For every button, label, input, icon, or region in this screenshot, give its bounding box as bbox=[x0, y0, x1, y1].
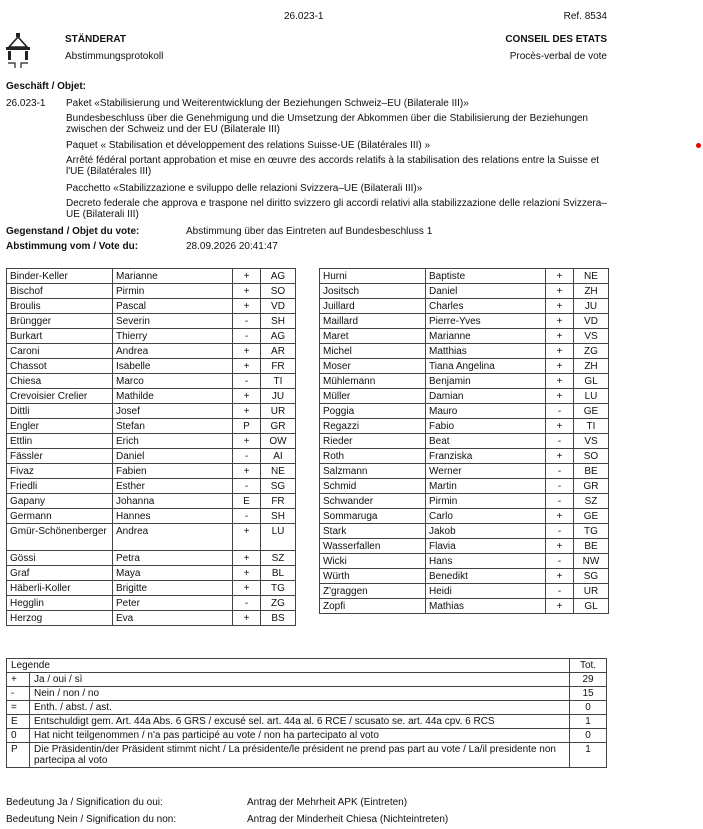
vote-row bbox=[7, 404, 296, 419]
member-canton: ZH bbox=[574, 284, 609, 299]
vote-row bbox=[7, 419, 296, 434]
vote-row bbox=[320, 314, 609, 329]
member-vote: + bbox=[546, 314, 574, 329]
member-canton: FR bbox=[261, 494, 296, 509]
vote-row bbox=[320, 359, 609, 374]
vote-row bbox=[320, 584, 609, 599]
member-last-name: Friedli bbox=[7, 479, 113, 494]
chamber-name-de: STÄNDERAT bbox=[65, 34, 126, 45]
legend-description: Die Präsidentin/der Präsident stimmt nicht / La présidente/le président ne prend pas part au vote / La/il presidente non partecipa al voto bbox=[30, 743, 570, 768]
member-vote: + bbox=[233, 524, 261, 551]
member-vote: - bbox=[546, 434, 574, 449]
member-canton: GR bbox=[574, 479, 609, 494]
member-vote: - bbox=[233, 449, 261, 464]
member-canton: GL bbox=[574, 374, 609, 389]
member-first-name: Franziska bbox=[426, 449, 546, 464]
member-first-name: Esther bbox=[113, 479, 233, 494]
vote-row bbox=[7, 344, 296, 359]
vote-row bbox=[320, 599, 609, 614]
legend-symbol: E bbox=[7, 715, 30, 729]
member-first-name: Johanna bbox=[113, 494, 233, 509]
member-last-name: Schmid bbox=[320, 479, 426, 494]
member-last-name: Würth bbox=[320, 569, 426, 584]
member-last-name: Schwander bbox=[320, 494, 426, 509]
vote-row bbox=[320, 299, 609, 314]
member-canton: AG bbox=[261, 269, 296, 284]
member-canton: NW bbox=[574, 554, 609, 569]
vote-row bbox=[320, 539, 609, 554]
member-vote: + bbox=[233, 581, 261, 596]
member-first-name: Heidi bbox=[426, 584, 546, 599]
vote-date-value: 28.09.2026 20:41:47 bbox=[186, 241, 278, 252]
legend-description: Hat nicht teilgenommen / n'a pas participé au vote / non ha partecipato al voto bbox=[30, 729, 570, 743]
legend-total: 0 bbox=[570, 701, 607, 715]
member-canton: SH bbox=[261, 314, 296, 329]
member-first-name: Petra bbox=[113, 551, 233, 566]
member-first-name: Benedikt bbox=[426, 569, 546, 584]
vote-row bbox=[7, 314, 296, 329]
member-vote: + bbox=[546, 284, 574, 299]
member-vote: - bbox=[233, 329, 261, 344]
vote-row bbox=[320, 374, 609, 389]
legend-description: Nein / non / no bbox=[30, 687, 570, 701]
member-last-name: Sommaruga bbox=[320, 509, 426, 524]
legend-symbol: + bbox=[7, 673, 30, 687]
member-canton: JU bbox=[574, 299, 609, 314]
member-vote: - bbox=[546, 494, 574, 509]
member-first-name: Isabelle bbox=[113, 359, 233, 374]
member-vote: + bbox=[546, 389, 574, 404]
member-last-name: Z'graggen bbox=[320, 584, 426, 599]
member-first-name: Benjamin bbox=[426, 374, 546, 389]
vote-row bbox=[320, 494, 609, 509]
member-canton: ZG bbox=[574, 344, 609, 359]
member-first-name: Beat bbox=[426, 434, 546, 449]
business-line-6: Decreto federale che approva e traspone nel diritto svizzero gli accordi relativi alla stabilizzazione delle relazioni Svizzera–UE (Bilaterali III) bbox=[66, 198, 607, 220]
member-last-name: Broulis bbox=[7, 299, 113, 314]
member-last-name: Moser bbox=[320, 359, 426, 374]
member-last-name: Maret bbox=[320, 329, 426, 344]
member-canton: AI bbox=[261, 449, 296, 464]
red-dot-marker bbox=[696, 143, 701, 148]
legend-total: 15 bbox=[570, 687, 607, 701]
member-vote: + bbox=[233, 434, 261, 449]
member-first-name: Jakob bbox=[426, 524, 546, 539]
member-vote: - bbox=[546, 479, 574, 494]
member-last-name: Mühlemann bbox=[320, 374, 426, 389]
member-canton: VS bbox=[574, 329, 609, 344]
protocol-title-fr: Procès-verbal de vote bbox=[509, 51, 607, 62]
member-vote: + bbox=[546, 359, 574, 374]
member-last-name: Crevoisier Crelier bbox=[7, 389, 113, 404]
vote-row bbox=[320, 569, 609, 584]
member-first-name: Severin bbox=[113, 314, 233, 329]
member-canton: ZH bbox=[574, 359, 609, 374]
member-canton: BE bbox=[574, 464, 609, 479]
business-label: Geschäft / Objet: bbox=[6, 81, 87, 92]
member-last-name: Michel bbox=[320, 344, 426, 359]
member-canton: SG bbox=[574, 569, 609, 584]
business-line-1: Paket «Stabilisierung und Weiterentwicklung der Beziehungen Schweiz–EU (Bilaterale III)» bbox=[66, 98, 469, 109]
member-canton: SO bbox=[261, 284, 296, 299]
vote-row bbox=[320, 269, 609, 284]
yes-meaning-value: Antrag der Mehrheit APK (Eintreten) bbox=[247, 797, 408, 808]
member-vote: - bbox=[546, 464, 574, 479]
legend-row bbox=[7, 701, 607, 715]
business-number: 26.023-1 bbox=[6, 98, 46, 109]
member-vote: + bbox=[233, 299, 261, 314]
member-vote: - bbox=[546, 554, 574, 569]
vote-row bbox=[7, 581, 296, 596]
member-vote: + bbox=[546, 419, 574, 434]
legend-description: Ja / oui / sì bbox=[30, 673, 570, 687]
member-first-name: Mathias bbox=[426, 599, 546, 614]
member-last-name: Wasserfallen bbox=[320, 539, 426, 554]
business-line-5: Pacchetto «Stabilizzazione e sviluppo delle relazioni Svizzera–UE (Bilaterali III)» bbox=[66, 183, 423, 194]
member-first-name: Fabien bbox=[113, 464, 233, 479]
vote-row bbox=[320, 329, 609, 344]
member-last-name: Chiesa bbox=[7, 374, 113, 389]
vote-row bbox=[7, 434, 296, 449]
vote-row bbox=[320, 389, 609, 404]
member-last-name: Fässler bbox=[7, 449, 113, 464]
member-canton: UR bbox=[574, 584, 609, 599]
member-canton: FR bbox=[261, 359, 296, 374]
member-first-name: Marianne bbox=[113, 269, 233, 284]
vote-row bbox=[7, 611, 296, 626]
member-last-name: Germann bbox=[7, 509, 113, 524]
member-last-name: Brüngger bbox=[7, 314, 113, 329]
member-vote: + bbox=[546, 539, 574, 554]
vote-row bbox=[7, 449, 296, 464]
member-first-name: Brigitte bbox=[113, 581, 233, 596]
member-vote: - bbox=[233, 509, 261, 524]
member-first-name: Marianne bbox=[426, 329, 546, 344]
member-canton: BS bbox=[261, 611, 296, 626]
member-first-name: Pirmin bbox=[113, 284, 233, 299]
member-first-name: Carlo bbox=[426, 509, 546, 524]
member-first-name: Matthias bbox=[426, 344, 546, 359]
legend-title: Legende bbox=[7, 659, 570, 673]
member-canton: BL bbox=[261, 566, 296, 581]
member-last-name: Gössi bbox=[7, 551, 113, 566]
member-first-name: Fabio bbox=[426, 419, 546, 434]
member-first-name: Mathilde bbox=[113, 389, 233, 404]
member-first-name: Pascal bbox=[113, 299, 233, 314]
member-first-name: Andrea bbox=[113, 344, 233, 359]
legend-total: 1 bbox=[570, 715, 607, 729]
member-vote: + bbox=[233, 389, 261, 404]
member-last-name: Hegglin bbox=[7, 596, 113, 611]
vote-row bbox=[7, 551, 296, 566]
member-last-name: Fivaz bbox=[7, 464, 113, 479]
member-vote: + bbox=[546, 449, 574, 464]
legend-total: 29 bbox=[570, 673, 607, 687]
member-canton: GR bbox=[261, 419, 296, 434]
legend-total: 0 bbox=[570, 729, 607, 743]
member-canton: VD bbox=[574, 314, 609, 329]
member-vote: - bbox=[546, 524, 574, 539]
member-first-name: Peter bbox=[113, 596, 233, 611]
vote-row bbox=[7, 389, 296, 404]
member-last-name: Jositsch bbox=[320, 284, 426, 299]
member-canton: SH bbox=[261, 509, 296, 524]
member-vote: - bbox=[546, 584, 574, 599]
vote-row bbox=[7, 359, 296, 374]
legend-symbol: = bbox=[7, 701, 30, 715]
member-vote: + bbox=[233, 551, 261, 566]
member-first-name: Charles bbox=[426, 299, 546, 314]
legend-description: Entschuldigt gem. Art. 44a Abs. 6 GRS / excusé sel. art. 44a al. 6 RCE / scusato se. art. 44a cpv. 6 RCS bbox=[30, 715, 570, 729]
member-last-name: Engler bbox=[7, 419, 113, 434]
vote-row bbox=[320, 464, 609, 479]
member-vote: + bbox=[546, 299, 574, 314]
member-canton: AG bbox=[261, 329, 296, 344]
member-canton: SZ bbox=[574, 494, 609, 509]
vote-row bbox=[320, 284, 609, 299]
member-last-name: Maillard bbox=[320, 314, 426, 329]
vote-row bbox=[320, 554, 609, 569]
member-vote: + bbox=[546, 509, 574, 524]
member-canton: NE bbox=[574, 269, 609, 284]
member-first-name: Stefan bbox=[113, 419, 233, 434]
member-first-name: Pirmin bbox=[426, 494, 546, 509]
votes-table-left bbox=[6, 268, 296, 626]
vote-date-label: Abstimmung vom / Vote du: bbox=[6, 241, 139, 252]
member-canton: BE bbox=[574, 539, 609, 554]
member-vote: + bbox=[233, 344, 261, 359]
member-last-name: Gapany bbox=[7, 494, 113, 509]
vote-row bbox=[7, 464, 296, 479]
parliament-logo-icon bbox=[5, 33, 31, 69]
member-vote: + bbox=[546, 329, 574, 344]
member-last-name: Poggia bbox=[320, 404, 426, 419]
document-number: 26.023-1 bbox=[284, 11, 324, 22]
member-first-name: Hannes bbox=[113, 509, 233, 524]
vote-row bbox=[320, 509, 609, 524]
member-first-name: Baptiste bbox=[426, 269, 546, 284]
member-first-name: Eva bbox=[113, 611, 233, 626]
member-vote: - bbox=[233, 479, 261, 494]
protocol-title-de: Abstimmungsprotokoll bbox=[65, 51, 164, 62]
vote-row bbox=[7, 374, 296, 389]
legend-row bbox=[7, 715, 607, 729]
member-vote: + bbox=[233, 404, 261, 419]
member-canton: VD bbox=[261, 299, 296, 314]
document-reference: Ref. 8534 bbox=[563, 11, 607, 22]
legend-total-header: Tot. bbox=[570, 659, 607, 673]
member-last-name: Salzmann bbox=[320, 464, 426, 479]
subject-value: Abstimmung über das Eintreten auf Bundesbeschluss 1 bbox=[186, 226, 433, 237]
member-first-name: Thierry bbox=[113, 329, 233, 344]
member-last-name: Wicki bbox=[320, 554, 426, 569]
member-last-name: Graf bbox=[7, 566, 113, 581]
vote-row bbox=[7, 329, 296, 344]
member-canton: ZG bbox=[261, 596, 296, 611]
member-canton: UR bbox=[261, 404, 296, 419]
member-first-name: Flavia bbox=[426, 539, 546, 554]
member-first-name: Tiana Angelina bbox=[426, 359, 546, 374]
member-first-name: Daniel bbox=[113, 449, 233, 464]
member-first-name: Werner bbox=[426, 464, 546, 479]
no-meaning-label: Bedeutung Nein / Signification du non: bbox=[6, 814, 177, 825]
member-last-name: Dittli bbox=[7, 404, 113, 419]
member-canton: SG bbox=[261, 479, 296, 494]
member-vote: + bbox=[233, 464, 261, 479]
member-last-name: Ettlin bbox=[7, 434, 113, 449]
member-vote: - bbox=[233, 374, 261, 389]
member-vote: - bbox=[233, 314, 261, 329]
member-vote: - bbox=[546, 404, 574, 419]
member-last-name: Burkart bbox=[7, 329, 113, 344]
legend-symbol: - bbox=[7, 687, 30, 701]
vote-row bbox=[7, 494, 296, 509]
vote-row bbox=[7, 566, 296, 581]
member-canton: OW bbox=[261, 434, 296, 449]
member-first-name: Daniel bbox=[426, 284, 546, 299]
legend-symbol: 0 bbox=[7, 729, 30, 743]
vote-row bbox=[320, 434, 609, 449]
vote-row bbox=[320, 524, 609, 539]
business-line-4: Arrêté fédéral portant approbation et mise en œuvre des accords relatifs à la stabilisation des relations entre la Suisse et l'UE (Bilatérales III) bbox=[66, 155, 600, 177]
member-first-name: Mauro bbox=[426, 404, 546, 419]
member-last-name: Häberli-Koller bbox=[7, 581, 113, 596]
member-vote: P bbox=[233, 419, 261, 434]
vote-row bbox=[320, 449, 609, 464]
member-first-name: Martin bbox=[426, 479, 546, 494]
member-canton: AR bbox=[261, 344, 296, 359]
member-last-name: Rieder bbox=[320, 434, 426, 449]
yes-meaning-label: Bedeutung Ja / Signification du oui: bbox=[6, 797, 163, 808]
member-vote: + bbox=[233, 284, 261, 299]
legend-row bbox=[7, 729, 607, 743]
member-last-name: Regazzi bbox=[320, 419, 426, 434]
vote-row bbox=[320, 344, 609, 359]
member-last-name: Roth bbox=[320, 449, 426, 464]
legend-row bbox=[7, 687, 607, 701]
member-vote: + bbox=[546, 374, 574, 389]
member-first-name: Damian bbox=[426, 389, 546, 404]
member-vote: - bbox=[233, 596, 261, 611]
member-canton: TG bbox=[261, 581, 296, 596]
votes-table-right bbox=[319, 268, 609, 614]
legend-total: 1 bbox=[570, 743, 607, 768]
member-canton: SZ bbox=[261, 551, 296, 566]
business-line-2: Bundesbeschluss über die Genehmigung und die Umsetzung der Abkommen über die Stabilisierung der Beziehungen zwischen der Schweiz und der EU (Bilaterale III) bbox=[66, 113, 588, 135]
member-last-name: Caroni bbox=[7, 344, 113, 359]
member-first-name: Hans bbox=[426, 554, 546, 569]
legend-table bbox=[6, 658, 607, 768]
member-first-name: Andrea bbox=[113, 524, 233, 551]
member-canton: NE bbox=[261, 464, 296, 479]
member-last-name: Herzog bbox=[7, 611, 113, 626]
member-vote: + bbox=[546, 569, 574, 584]
vote-row bbox=[320, 419, 609, 434]
member-first-name: Josef bbox=[113, 404, 233, 419]
member-last-name: Binder-Keller bbox=[7, 269, 113, 284]
vote-row bbox=[7, 284, 296, 299]
member-canton: TG bbox=[574, 524, 609, 539]
member-last-name: Gmür-Schönenberger bbox=[7, 524, 113, 551]
member-last-name: Müller bbox=[320, 389, 426, 404]
member-canton: JU bbox=[261, 389, 296, 404]
member-canton: GE bbox=[574, 509, 609, 524]
member-vote: E bbox=[233, 494, 261, 509]
member-first-name: Maya bbox=[113, 566, 233, 581]
vote-row bbox=[7, 299, 296, 314]
member-vote: + bbox=[233, 269, 261, 284]
member-canton: VS bbox=[574, 434, 609, 449]
subject-label: Gegenstand / Objet du vote: bbox=[6, 226, 140, 237]
member-last-name: Chassot bbox=[7, 359, 113, 374]
member-canton: GE bbox=[574, 404, 609, 419]
vote-row bbox=[7, 269, 296, 284]
member-vote: + bbox=[546, 599, 574, 614]
chamber-name-fr: CONSEIL DES ETATS bbox=[505, 34, 607, 45]
legend-row bbox=[7, 673, 607, 687]
vote-row bbox=[7, 524, 296, 551]
member-canton: TI bbox=[574, 419, 609, 434]
vote-row bbox=[7, 479, 296, 494]
member-vote: + bbox=[546, 344, 574, 359]
member-canton: TI bbox=[261, 374, 296, 389]
no-meaning-value: Antrag der Minderheit Chiesa (Nichteintreten) bbox=[247, 814, 449, 825]
member-last-name: Bischof bbox=[7, 284, 113, 299]
legend-symbol: P bbox=[7, 743, 30, 768]
legend-description: Enth. / abst. / ast. bbox=[30, 701, 570, 715]
member-last-name: Stark bbox=[320, 524, 426, 539]
member-canton: LU bbox=[574, 389, 609, 404]
business-line-3: Paquet « Stabilisation et développement des relations Suisse-UE (Bilatérales III) » bbox=[66, 140, 431, 151]
vote-row bbox=[320, 404, 609, 419]
member-first-name: Pierre-Yves bbox=[426, 314, 546, 329]
member-last-name: Juillard bbox=[320, 299, 426, 314]
member-canton: SO bbox=[574, 449, 609, 464]
member-vote: + bbox=[233, 359, 261, 374]
member-last-name: Zopfi bbox=[320, 599, 426, 614]
vote-row bbox=[7, 509, 296, 524]
member-vote: + bbox=[546, 269, 574, 284]
member-first-name: Erich bbox=[113, 434, 233, 449]
member-last-name: Hurni bbox=[320, 269, 426, 284]
vote-row bbox=[7, 596, 296, 611]
legend-row bbox=[7, 743, 607, 768]
vote-row bbox=[320, 479, 609, 494]
member-first-name: Marco bbox=[113, 374, 233, 389]
member-canton: GL bbox=[574, 599, 609, 614]
member-vote: + bbox=[233, 611, 261, 626]
member-canton: LU bbox=[261, 524, 296, 551]
member-vote: + bbox=[233, 566, 261, 581]
